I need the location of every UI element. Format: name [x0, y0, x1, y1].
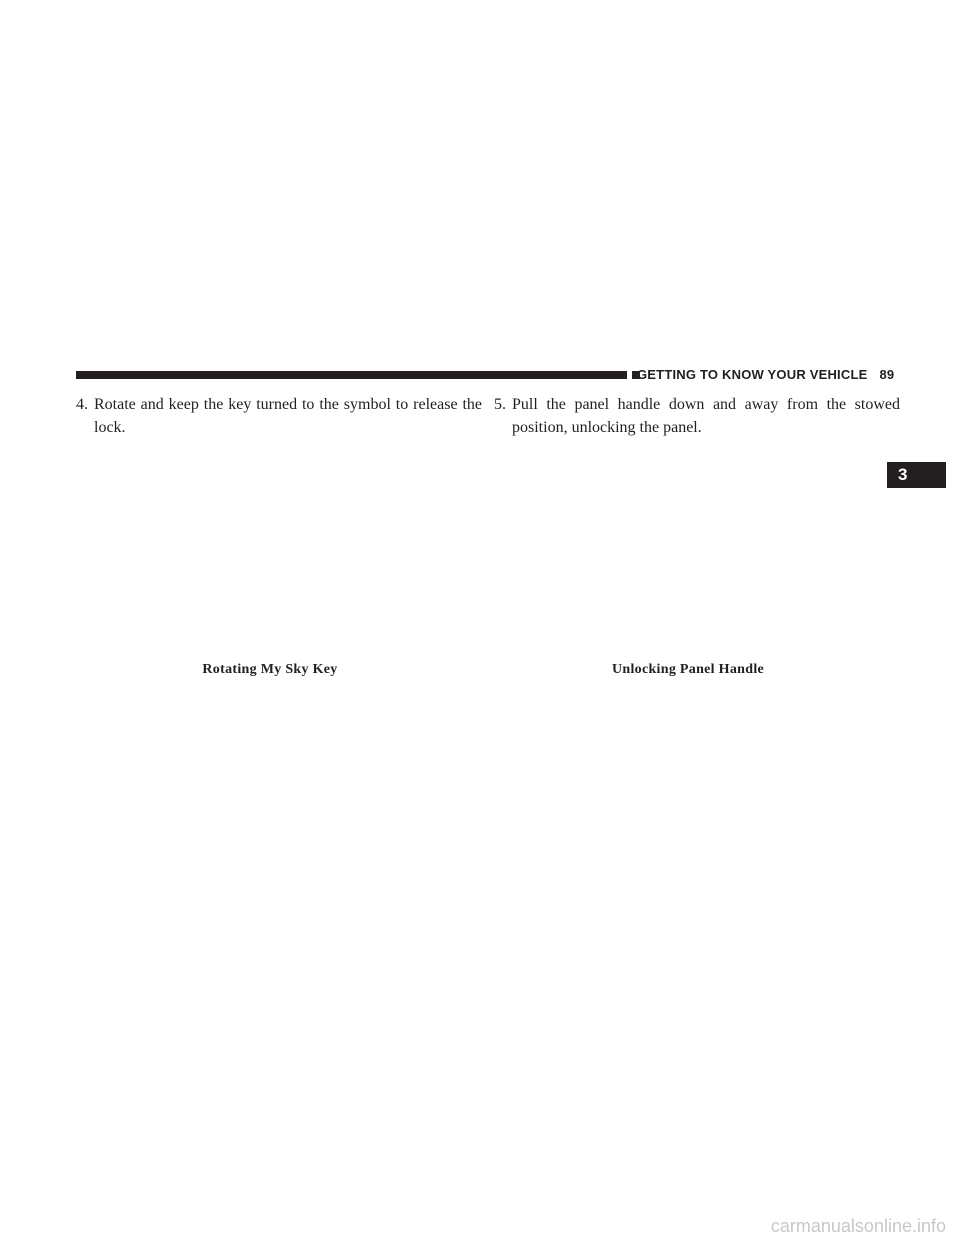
figure-caption-unlocking-handle: Unlocking Panel Handle: [611, 662, 765, 677]
running-header-title: GETTING TO KNOW YOUR VEHICLE: [637, 367, 868, 382]
figure-caption-rotating-key: Rotating My Sky Key: [202, 662, 338, 677]
page-number: 89: [879, 367, 895, 382]
section-tab-number: 3: [898, 465, 908, 484]
watermark: carmanualsonline.info: [770, 1216, 946, 1236]
step-4: [76, 393, 482, 439]
section-tab: [887, 462, 946, 488]
step-5: [494, 393, 900, 439]
running-header: [637, 367, 907, 382]
header-rule: [76, 371, 627, 379]
step-number: 4.: [76, 396, 88, 413]
step-text: Pull the panel handle down and away from the stowed position, unlocking the panel.: [512, 396, 900, 436]
step-number: 5.: [494, 396, 506, 413]
step-text: Rotate and keep the key turned to the symbol to release the lock.: [94, 396, 482, 436]
